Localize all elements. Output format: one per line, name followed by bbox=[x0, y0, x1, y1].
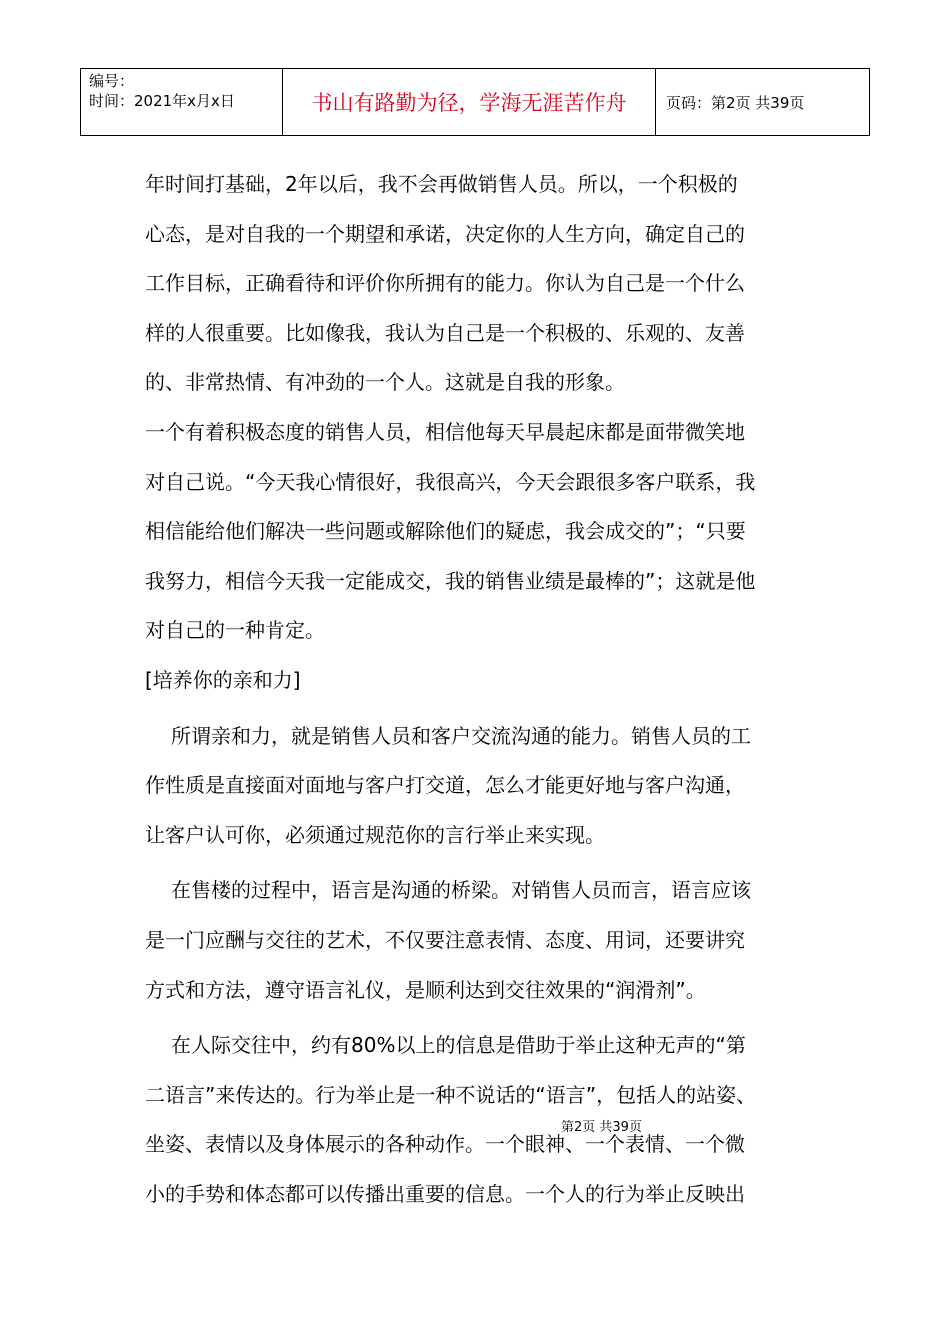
number-label: 编号： bbox=[89, 72, 135, 90]
text-line: 坐姿、表情以及身体展示的各种动作。一个眼神、一个表情、一个微 bbox=[145, 1132, 745, 1157]
text-line: 样的人很重要。比如像我，我认为自己是一个积极的、乐观的、友善 bbox=[145, 320, 745, 345]
text-line: 工作目标，正确看待和评价你所拥有的能力。你认为自己是一个什么 bbox=[145, 271, 745, 296]
text-line: 在人际交往中，约有80%以上的信息是借助于举止这种无声的“第 bbox=[171, 1033, 746, 1058]
header-meta bbox=[81, 69, 283, 135]
text-line: 所谓亲和力，就是销售人员和客户交流沟通的能力。销售人员的工 bbox=[171, 723, 751, 748]
text-line: 让客户认可你，必须通过规范你的言行举止来实现。 bbox=[145, 822, 605, 847]
text-line: 的、非常热情、有冲劲的一个人。这就是自我的形象。 bbox=[145, 370, 625, 395]
text-line: 是一门应酬与交往的艺术，不仅要注意表情、态度、用词，还要讲究 bbox=[145, 927, 745, 952]
header-page-label: 页码：第2页 共39页 bbox=[666, 93, 805, 112]
text-line: 年时间打基础，2年以后，我不会再做销售人员。所以，一个积极的 bbox=[145, 172, 738, 196]
text-line: 对自己说。“今天我心情很好，我很高兴，今天会跟很多客户联系，我 bbox=[145, 469, 756, 494]
text-line: 一个有着积极态度的销售人员，相信他每天早晨起床都是面带微笑地 bbox=[145, 419, 745, 444]
document-body bbox=[145, 160, 805, 1219]
header-motto: 书山有路勤为径，学海无涯苦作舟 bbox=[283, 69, 656, 135]
text-line: 对自己的一种肯定。 bbox=[145, 618, 325, 643]
text-line: 心态，是对自我的一个期望和承诺，决定你的人生方向，确定自己的 bbox=[145, 221, 745, 246]
time-label: 时间：2021年x月x日 bbox=[89, 92, 235, 110]
page-footer-stamp: 第2页 共39页 bbox=[561, 1120, 642, 1135]
text-line: 方式和方法，遵守语言礼仪，是顺利达到交往效果的“润滑剂”。 bbox=[145, 977, 706, 1002]
text-line: 在售楼的过程中，语言是沟通的桥梁。对销售人员而言，语言应该 bbox=[171, 878, 751, 903]
document-header bbox=[80, 68, 870, 136]
text-line: 小的手势和体态都可以传播出重要的信息。一个人的行为举止反映出 bbox=[145, 1181, 745, 1206]
text-line: 作性质是直接面对面地与客户打交道，怎么才能更好地与客户沟通， bbox=[145, 773, 745, 798]
text-line: 我努力，相信今天我一定能成交，我的销售业绩是最棒的”；这就是他 bbox=[145, 568, 756, 593]
section-heading: [培养你的亲和力] bbox=[145, 667, 301, 692]
text-line: 相信能给他们解决一些问题或解除他们的疑虑，我会成交的”；“只要 bbox=[145, 519, 746, 544]
text-line: 二语言”来传达的。行为举止是一种不说话的“语言”，包括人的站姿、 bbox=[145, 1082, 757, 1107]
